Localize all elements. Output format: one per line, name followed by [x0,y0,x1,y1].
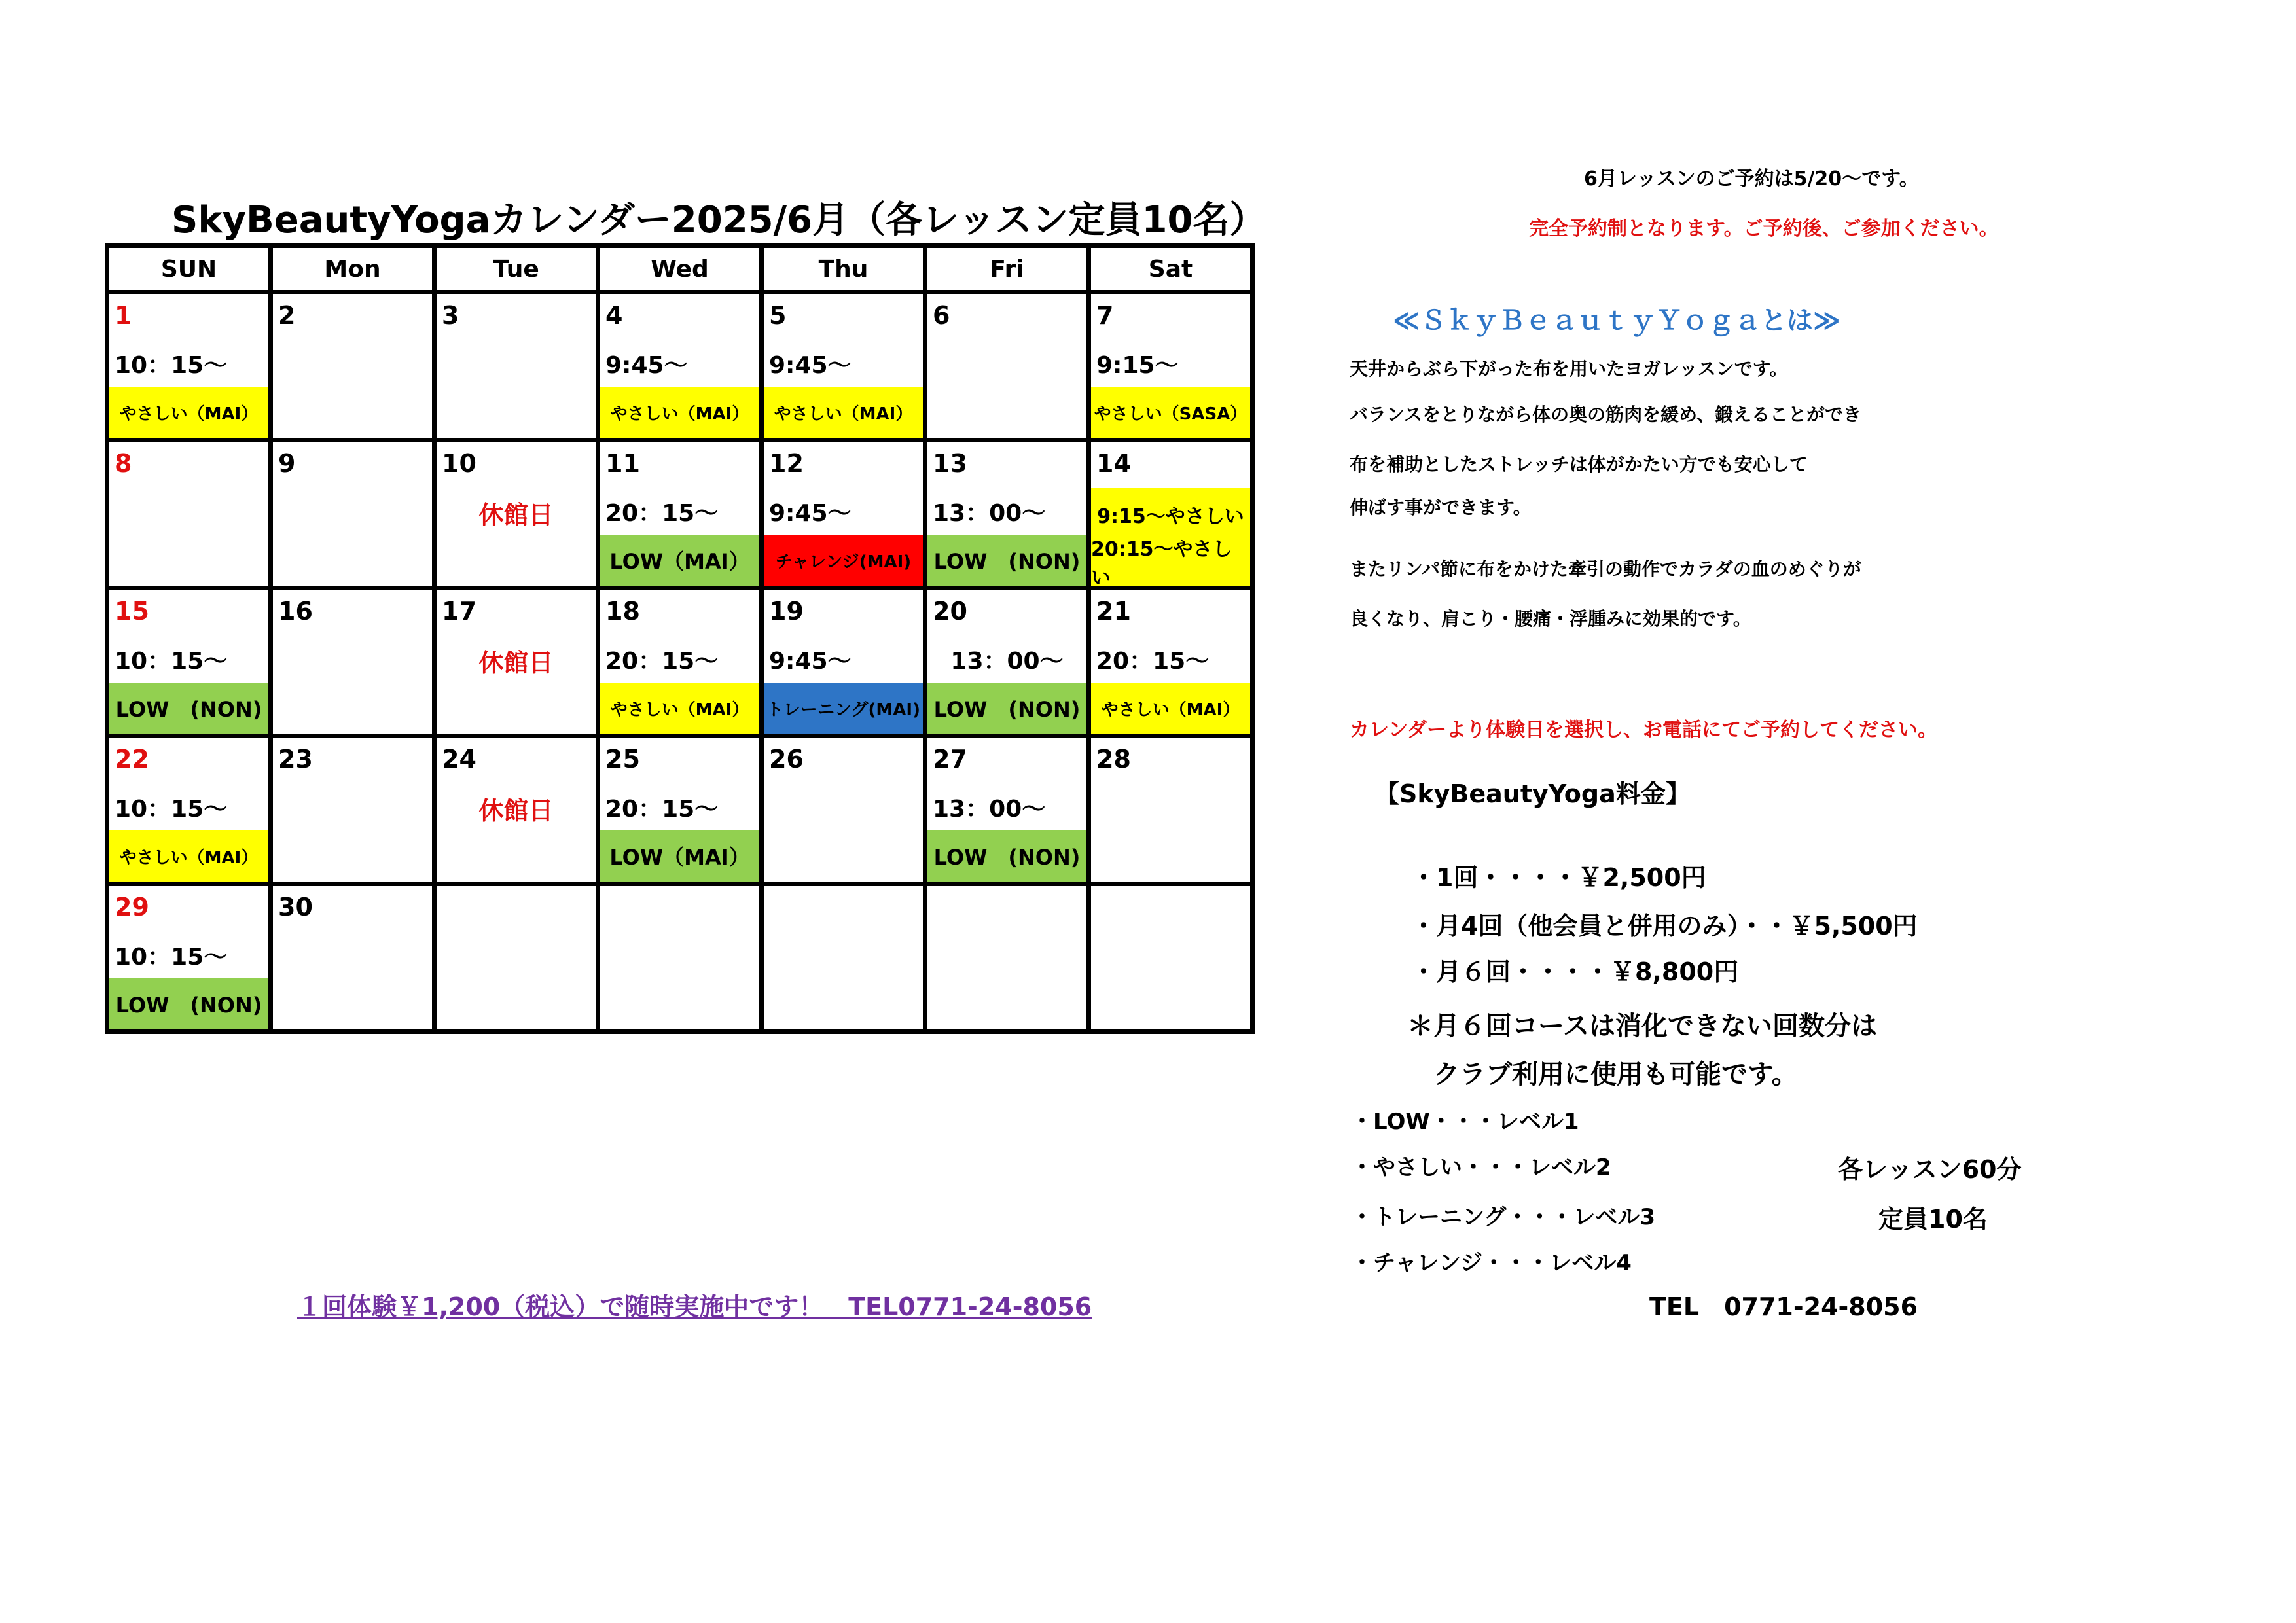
about-line: バランスをとりながら体の奥の筋肉を緩め、鍛えることができ [1350,404,1862,425]
day-cell-5[interactable] [762,293,925,440]
day-cell-18[interactable] [598,588,762,736]
reservation-required-notice: 完全予約制となります。ご予約後、ご参加ください。 [1529,217,1999,240]
lesson-yasashii: やさしい（MAI） [764,387,923,438]
lesson-yasashii: やさしい（MAI） [600,387,759,438]
day-number: 22 [115,745,149,774]
week-row [107,588,1253,736]
day-number: 29 [115,893,149,921]
day-cell-19[interactable] [762,588,925,736]
day-cell-22[interactable] [107,736,271,884]
day-cell-4[interactable] [598,293,762,440]
day-number: 28 [1096,745,1131,774]
day-number: 27 [933,745,967,774]
day-cell-empty [762,884,925,1032]
day-cell-28[interactable] [1089,736,1253,884]
closed-label: 休館日 [478,649,554,677]
day-cell-3[interactable] [435,293,598,440]
day-cell-14[interactable] [1089,440,1253,588]
about-title: ≪ＳｋｙＢｅａｕｔｙＹｏｇａとは≫ [1393,306,1840,336]
lesson-yasashii-morning: 9:15～やさしい [1091,488,1250,541]
day-number: 19 [769,597,804,626]
day-number: 30 [278,893,313,921]
day-cell-empty [435,884,598,1032]
lesson-yasashii: やさしい（MAI） [1091,683,1250,734]
day-cell-30[interactable] [271,884,435,1032]
day-cell-empty [598,884,762,1032]
lesson-yasashii: やさしい（MAI） [109,387,268,438]
about-line: 布を補助としたストレッチは体がかたい方でも安心して [1350,454,1808,475]
capacity: 定員10名 [1878,1205,1988,1234]
day-number: 25 [605,745,640,774]
day-cell-24[interactable] [435,736,598,884]
trial-offer-line[interactable]: １回体験￥1,200（税込）で随時実施中です！ TEL0771-24-8056 [297,1293,1092,1321]
day-cell-21[interactable] [1089,588,1253,736]
day-cell-11[interactable] [598,440,762,588]
lesson-time: 10：15～ [115,944,228,971]
lesson-time: 13：00～ [933,796,1046,823]
level-item: ・チャレンジ・・・レベル4 [1351,1250,1632,1276]
day-number: 1 [115,301,132,330]
lesson-low: LOW (NON) [927,683,1086,734]
lesson-time: 13：00～ [933,500,1046,527]
week-row [107,884,1253,1032]
weekday-tue: Tue [435,246,598,293]
lesson-time: 20：15～ [605,648,719,675]
weekday-fri: Fri [925,246,1089,293]
pricing-note: ＊月６回コースは消化できない回数分は [1407,1011,1877,1041]
weekday-mon: Mon [271,246,435,293]
day-cell-9[interactable] [271,440,435,588]
price-item: ・1回・・・・￥2,500円 [1411,863,1706,892]
day-cell-25[interactable] [598,736,762,884]
lesson-time: 20：15～ [605,796,719,823]
day-number: 5 [769,301,787,330]
lesson-low: LOW（MAI） [600,535,759,586]
calendar-title: SkyBeautyYogaカレンダー2025/6月（各レッスン定員10名） [171,199,1266,241]
lesson-low: LOW (NON) [109,683,268,734]
day-number: 21 [1096,597,1131,626]
about-line: 天井からぶら下がった布を用いたヨガレッスンです。 [1350,358,1788,380]
day-number: 8 [115,449,132,478]
day-cell-15[interactable] [107,588,271,736]
lesson-low: LOW（MAI） [600,830,759,882]
day-cell-empty [925,884,1089,1032]
closed-label: 休館日 [478,501,554,529]
day-cell-1[interactable] [107,293,271,440]
lesson-time: 10：15～ [115,352,228,379]
pricing-note: クラブ利用に使用も可能です。 [1433,1060,1798,1090]
lesson-training: トレーニング(MAI) [764,683,923,734]
lesson-low: LOW (NON) [927,535,1086,586]
level-item: ・トレーニング・・・レベル3 [1351,1204,1655,1230]
lesson-yasashii: やさしい（MAI） [109,830,268,882]
lesson-time: 9:15～ [1096,352,1179,379]
day-number: 3 [442,301,459,330]
day-number: 17 [442,597,476,626]
weekday-sat: Sat [1089,246,1253,293]
day-number: 23 [278,745,313,774]
lesson-time: 10：15～ [115,796,228,823]
day-number: 4 [605,301,623,330]
day-number: 2 [278,301,296,330]
weekday-header-row [107,246,1253,293]
day-cell-27[interactable] [925,736,1089,884]
day-number: 13 [933,449,967,478]
lesson-time: 9:45～ [769,500,852,527]
day-cell-23[interactable] [271,736,435,884]
lesson-low: LOW (NON) [109,978,268,1029]
week-row [107,736,1253,884]
day-number: 20 [933,597,967,626]
day-cell-20[interactable] [925,588,1089,736]
day-number: 18 [605,597,640,626]
reservation-open-notice: 6月レッスンのご予約は5/20～です。 [1584,168,1919,190]
day-cell-2[interactable] [271,293,435,440]
lesson-time: 13：00～ [950,648,1064,675]
telephone[interactable]: TEL 0771-24-8056 [1649,1293,1918,1321]
day-number: 15 [115,597,149,626]
day-cell-13[interactable] [925,440,1089,588]
day-number: 11 [605,449,640,478]
day-cell-empty [1089,884,1253,1032]
lesson-time: 20：15～ [605,500,719,527]
day-number: 9 [278,449,296,478]
day-cell-29[interactable] [107,884,271,1032]
day-cell-17[interactable] [435,588,598,736]
lesson-time: 10：15～ [115,648,228,675]
day-cell-10[interactable] [435,440,598,588]
pricing-title: 【SkyBeautyYoga料金】 [1374,779,1691,808]
lesson-time: 9:45～ [769,352,852,379]
price-item: ・月６回・・・・￥8,800円 [1411,957,1739,986]
about-line: 伸ばす事ができます。 [1350,497,1532,518]
lesson-time: 9:45～ [605,352,688,379]
booking-instruction: カレンダーより体験日を選択し、お電話にてご予約してください。 [1350,719,1938,741]
day-number: 24 [442,745,476,774]
lesson-yasashii: やさしい（MAI） [600,683,759,734]
day-number: 7 [1096,301,1114,330]
lesson-low: LOW (NON) [927,830,1086,882]
day-cell-12[interactable] [762,440,925,588]
day-number: 12 [769,449,804,478]
weekday-thu: Thu [762,246,925,293]
week-row [107,440,1253,588]
lesson-yasashii-evening: 20:15～やさしい [1091,537,1250,586]
lesson-time: 9:45～ [769,648,852,675]
day-number: 16 [278,597,313,626]
day-cell-6[interactable] [925,293,1089,440]
day-number: 14 [1096,449,1131,478]
day-cell-8[interactable] [107,440,271,588]
lesson-challenge: チャレンジ(MAI) [764,535,923,586]
weekday-wed: Wed [598,246,762,293]
weekday-sun: SUN [107,246,271,293]
closed-label: 休館日 [478,796,554,825]
price-item: ・月4回（他会員と併用のみ）・・￥5,500円 [1411,912,1918,940]
day-number: 10 [442,449,476,478]
level-item: ・やさしい・・・レベル2 [1351,1154,1611,1181]
day-cell-16[interactable] [271,588,435,736]
day-number: 26 [769,745,804,774]
about-line: 良くなり、肩こり・腰痛・浮腫みに効果的です。 [1350,608,1751,630]
day-cell-7[interactable] [1089,293,1253,440]
about-line: またリンパ節に布をかけた牽引の動作でカラダの血のめぐりが [1350,558,1861,580]
lesson-duration: 各レッスン60分 [1838,1155,2022,1184]
week-row [107,293,1253,440]
calendar-table [105,243,1255,1034]
level-item: ・LOW・・・レベル1 [1351,1109,1579,1135]
lesson-yasashii: やさしい（SASA） [1091,387,1250,438]
lesson-time: 20：15～ [1096,648,1210,675]
day-cell-26[interactable] [762,736,925,884]
day-number: 6 [933,301,950,330]
